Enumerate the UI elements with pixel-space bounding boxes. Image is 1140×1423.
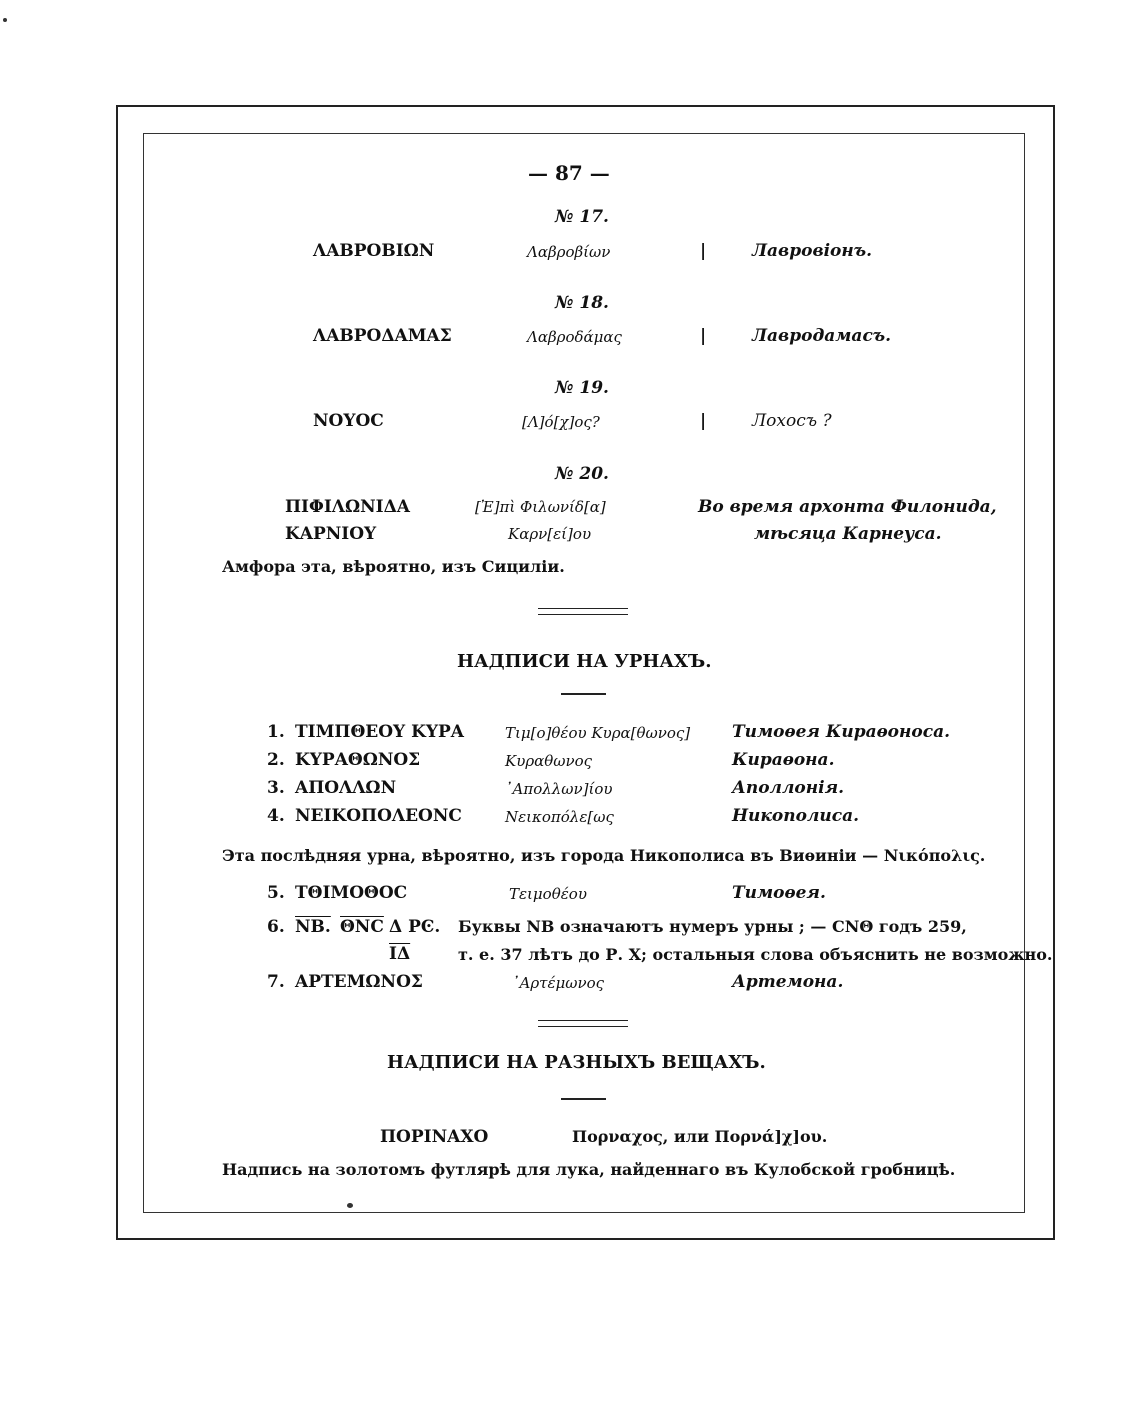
amphora-note: Амфора эта, вѣроятно, изъ Сициліи.: [222, 557, 565, 576]
page-number: — 87 —: [528, 161, 610, 185]
urn-note: Эта послѣдняя урна, вѣроятно, изъ города Никополиса въ Виѳиніи — Νικόπολις.: [222, 846, 986, 865]
double-divider: [538, 1020, 628, 1027]
urn-greek: ΤΘΙΜΟΘΟC: [295, 883, 408, 903]
urn-translation: Кираѳона.: [732, 750, 835, 770]
urn-reading: Τιμ[ο]θέου Κυρα[θωνος]: [505, 724, 691, 742]
entry-number: № 18.: [555, 293, 609, 313]
urn-date-mark: $\overline{\Theta NC}$: [340, 917, 384, 937]
short-rule: [561, 1098, 606, 1100]
urn-sub-letters: $\overline{I\Delta}$: [389, 944, 411, 964]
russian-translation: Лавродамасъ.: [752, 326, 892, 346]
urn-greek: ΑΠΟΛΛΩΝ: [295, 778, 397, 798]
urn-reading: Τειμοθέου: [509, 885, 587, 903]
urn-6-explanation-line2: т. е. 37 лѣтъ до Р. Х; остальныя слова объяснить не возможно.: [458, 945, 1053, 964]
entry-number: № 19.: [555, 378, 609, 398]
greek-inscription: ΝΟΥΟC: [313, 411, 384, 431]
russian-translation-line2: мѣсяца Карнеуса.: [754, 524, 942, 544]
greek-reading: Λαβροβίων: [527, 243, 611, 261]
outer-frame-bottom: [116, 1238, 1053, 1240]
urn-nb-mark: NB.: [295, 917, 331, 937]
separator-mark: |: [700, 411, 707, 431]
entry-number: № 20.: [555, 464, 609, 484]
double-divider: [538, 608, 628, 615]
urn-number: 1.: [267, 722, 285, 742]
outer-frame-top: [116, 105, 1053, 107]
urn-number: 7.: [267, 972, 285, 992]
urn-greek: ΤΙΜΠΘΕΟΥ ΚΥΡΑ: [295, 722, 464, 742]
urn-translation: Тимоѳея.: [732, 883, 826, 903]
urn-reading: Κυραθωνος: [505, 752, 593, 770]
urn-reading: ᾽Απολλων]ίου: [505, 780, 613, 798]
urn-number: 3.: [267, 778, 285, 798]
urn-letters: Δ PϾ.: [389, 917, 441, 937]
separator-mark: |: [700, 326, 707, 346]
ink-speck: [3, 18, 7, 22]
russian-translation-line1: Во время архонта Филонида,: [698, 497, 997, 517]
urn-greek: ΑΡΤΕΜΩΝΟΣ: [295, 972, 423, 992]
urn-number: 4.: [267, 806, 285, 826]
section-title-things: НАДПИСИ НА РАЗНЫХЪ ВЕЩАХЪ.: [387, 1052, 766, 1073]
urn-translation: Никополиса.: [732, 806, 860, 826]
ink-speck: [347, 1203, 353, 1208]
things-reading: Πορναχος, или Πορνά]χ]ου.: [572, 1127, 828, 1146]
urn-translation: Тимоѳея Кираѳоноса.: [732, 722, 951, 742]
urn-translation: Аполлонія.: [732, 778, 845, 798]
russian-translation: Лохосъ ?: [752, 411, 832, 431]
urn-6-explanation-line1: Буквы NB означаютъ нумеръ урны ; — CNΘ годъ 259,: [458, 917, 967, 936]
greek-reading: Λαβροδάμας: [527, 328, 622, 346]
urn-reading: Νεικοπόλε[ως: [505, 808, 614, 826]
greek-inscription: ΛΑΒΡΟΔΑΜΑΣ: [313, 326, 452, 346]
greek-reading-line2: Καρν[εί]ου: [508, 525, 592, 543]
things-greek: ΠΟΡΙΝΑΧΟ: [380, 1127, 489, 1147]
greek-inscription-line1: ΠΙΦΙΛΩΝΙΔΑ: [285, 497, 410, 517]
section-title-urns: НАДПИСИ НА УРНАХЪ.: [457, 651, 712, 672]
greek-reading: [Λ]ό[χ]ος?: [522, 413, 600, 431]
urn-number: 5.: [267, 883, 285, 903]
urn-reading: ᾽Αρτέμωνος: [512, 974, 605, 992]
russian-translation: Лавровіонъ.: [752, 241, 873, 261]
things-note: Надпись на золотомъ футлярѣ для лука, найденнаго въ Кулобской гробницѣ.: [222, 1160, 956, 1179]
greek-reading-line1: [Ἐ]πὶ Φιλωνίδ[α]: [475, 498, 606, 516]
short-rule: [561, 693, 606, 695]
greek-inscription: ΛΑΒΡΟΒΙΩΝ: [313, 241, 435, 261]
entry-number: № 17.: [555, 207, 609, 227]
greek-inscription-line2: ΚΑΡΝΙΟΥ: [285, 524, 377, 544]
urn-translation: Артемона.: [732, 972, 844, 992]
urn-greek: ΚΥΡΑΘΩΝΟΣ: [295, 750, 421, 770]
urn-greek: ΝΕΙΚΟΠΟΛΕΟΝC: [295, 806, 462, 826]
urn-number: 6.: [267, 917, 285, 937]
separator-mark: |: [700, 241, 707, 261]
urn-number: 2.: [267, 750, 285, 770]
